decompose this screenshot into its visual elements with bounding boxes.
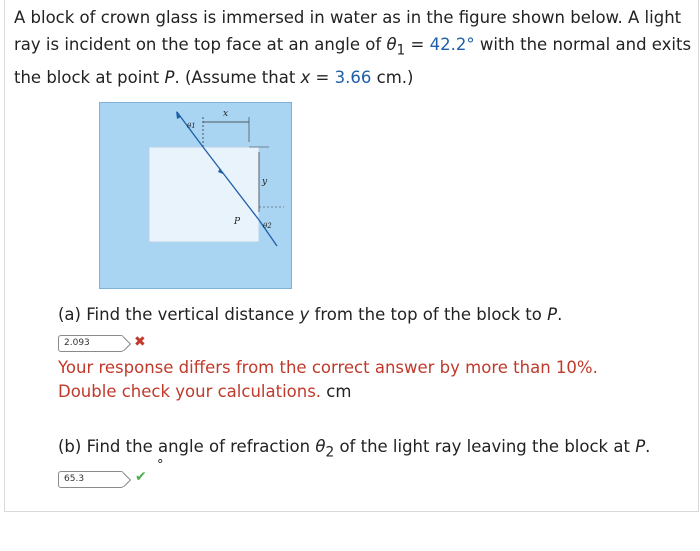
part-b-unit: ° xyxy=(157,458,164,473)
part-a-unit: cm xyxy=(321,382,352,401)
part-a-feedback: Your response differs from the correct answer by more than 10%. Double check your calculations. cm xyxy=(58,358,598,401)
glass-block-figure xyxy=(99,102,292,289)
theta1-value: 42.2° xyxy=(429,35,475,54)
x-value: 3.66 xyxy=(334,68,372,88)
glass-block xyxy=(149,147,259,242)
part-a-answer-field[interactable]: 2.093 xyxy=(58,335,124,352)
check-mark-icon: ✔ xyxy=(135,469,147,485)
label-theta1: θ1 xyxy=(187,122,196,130)
part-b-question: (b) Find the angle of refraction $\theta_2$ of the light ray leaving the block at P. xyxy=(58,437,651,461)
x-mark-icon: ✖ xyxy=(134,334,146,350)
part-a-question: (a) Find the vertical distance y from the top of the block to P. xyxy=(58,305,563,324)
part-b-answer-field[interactable]: 65.3 xyxy=(58,471,124,488)
label-y: y xyxy=(262,177,268,187)
problem-statement: A block of crown glass is immersed in water as in the figure shown below. A light ray is incident on the top face at an angle of $\theta_1 = 42.2^\circ$ with the normal and exits the block at point P. (Assume that x = 3.66 cm.) xyxy=(14,8,692,88)
label-p: P xyxy=(234,217,241,227)
label-theta2: θ2 xyxy=(263,222,272,230)
label-x: x xyxy=(223,109,229,119)
